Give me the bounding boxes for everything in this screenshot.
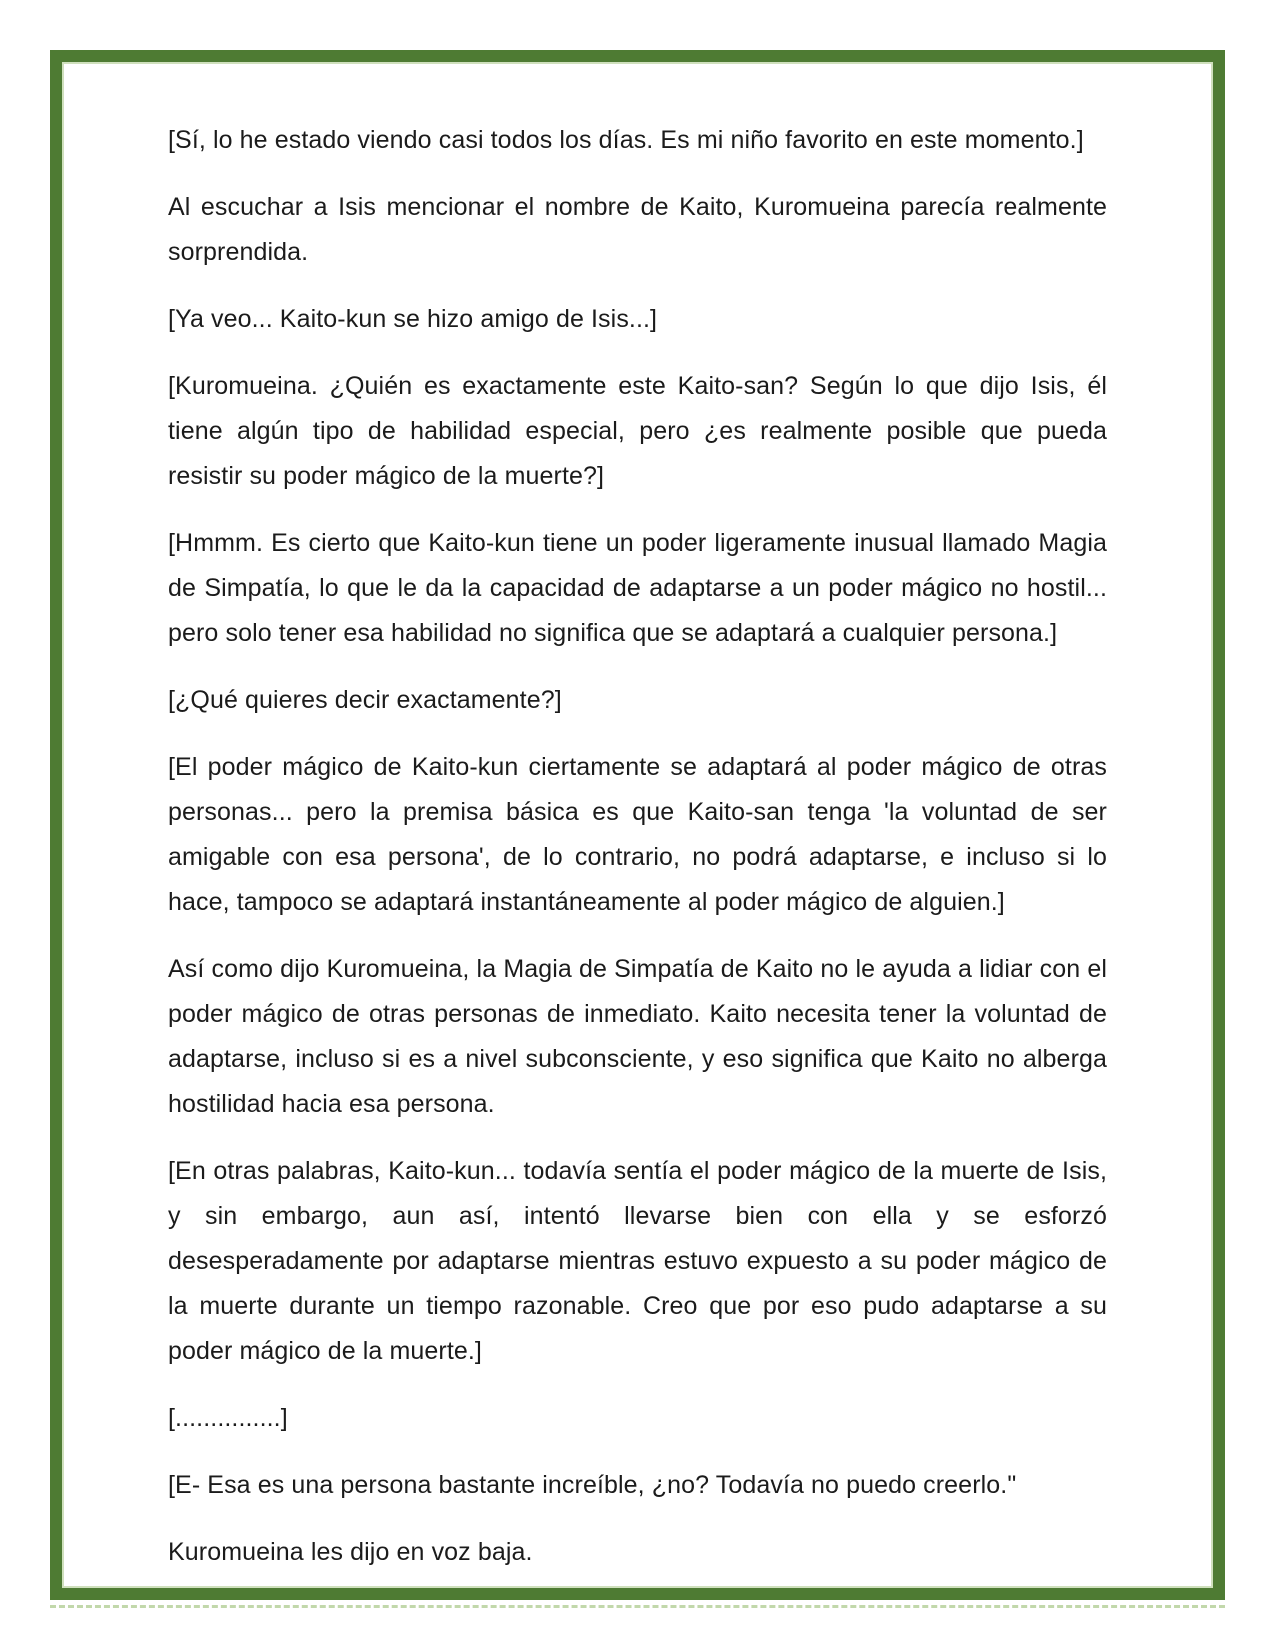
paragraph-dialogue: [¿Qué quieres decir exactamente?] [168, 686, 562, 714]
paragraph-narration: Al escuchar a Isis mencionar el nombre de Kaito, Kuromueina parecía realmente sorprendida. [168, 193, 1107, 266]
paragraph-dialogue: [Ya veo... Kaito-kun se hizo amigo de Isis...] [168, 305, 658, 333]
paragraph-dialogue: [Hmmm. Es cierto que Kaito-kun tiene un poder ligeramente inusual llamado Magia de Simpatía, lo que le da la capacidad de adaptarse a un poder mágico no hostil... pero solo tener esa habilidad no significa que se adaptará a cualquier persona.] [168, 529, 1107, 647]
paragraph-dialogue: [El poder mágico de Kaito-kun ciertamente se adaptará al poder mágico de otras personas... pero la premisa básica es que Kaito-san tenga 'la voluntad de ser amigable con esa persona', de lo contrario, no podrá adaptarse, e incluso si lo hace, tampoco se adaptará instantáneamente al poder mágico de alguien.] [168, 753, 1107, 916]
page-border [50, 50, 1225, 1600]
paragraph-narration: Kuromueina les dijo en voz baja. [168, 1538, 533, 1566]
paragraph-dialogue: [Sí, lo he estado viendo casi todos los días. Es mi niño favorito en este momento.] [168, 126, 1084, 154]
paragraph-dialogue: [E- Esa es una persona bastante increíble, ¿no? Todavía no puedo creerlo." [168, 1471, 1017, 1499]
document-body [62, 62, 1213, 1588]
paragraph-dialogue: [Kuromueina. ¿Quién es exactamente este Kaito-san? Según lo que dijo Isis, él tiene algún tipo de habilidad especial, pero ¿es realmente posible que pueda resistir su poder mágico de la muerte?] [168, 372, 1107, 490]
paragraph-ellipsis: [...............] [168, 1404, 288, 1432]
paragraph-dialogue: [En otras palabras, Kaito-kun... todavía sentía el poder mágico de la muerte de Isis, y sin embargo, aun así, intentó llevarse bien con ella y se esforzó desesperadamente por adaptarse mientras estuvo expuesto a su poder mágico de la muerte durante un tiempo razonable. Creo que por eso pudo adaptarse a su poder mágico de la muerte.] [168, 1157, 1107, 1365]
paragraph-narration: Así como dijo Kuromueina, la Magia de Simpatía de Kaito no le ayuda a lidiar con el poder mágico de otras personas de inmediato. Kaito necesita tener la voluntad de adaptarse, incluso si es a nivel subconsciente, y eso significa que Kaito no alberga hostilidad hacia esa persona. [168, 955, 1107, 1118]
